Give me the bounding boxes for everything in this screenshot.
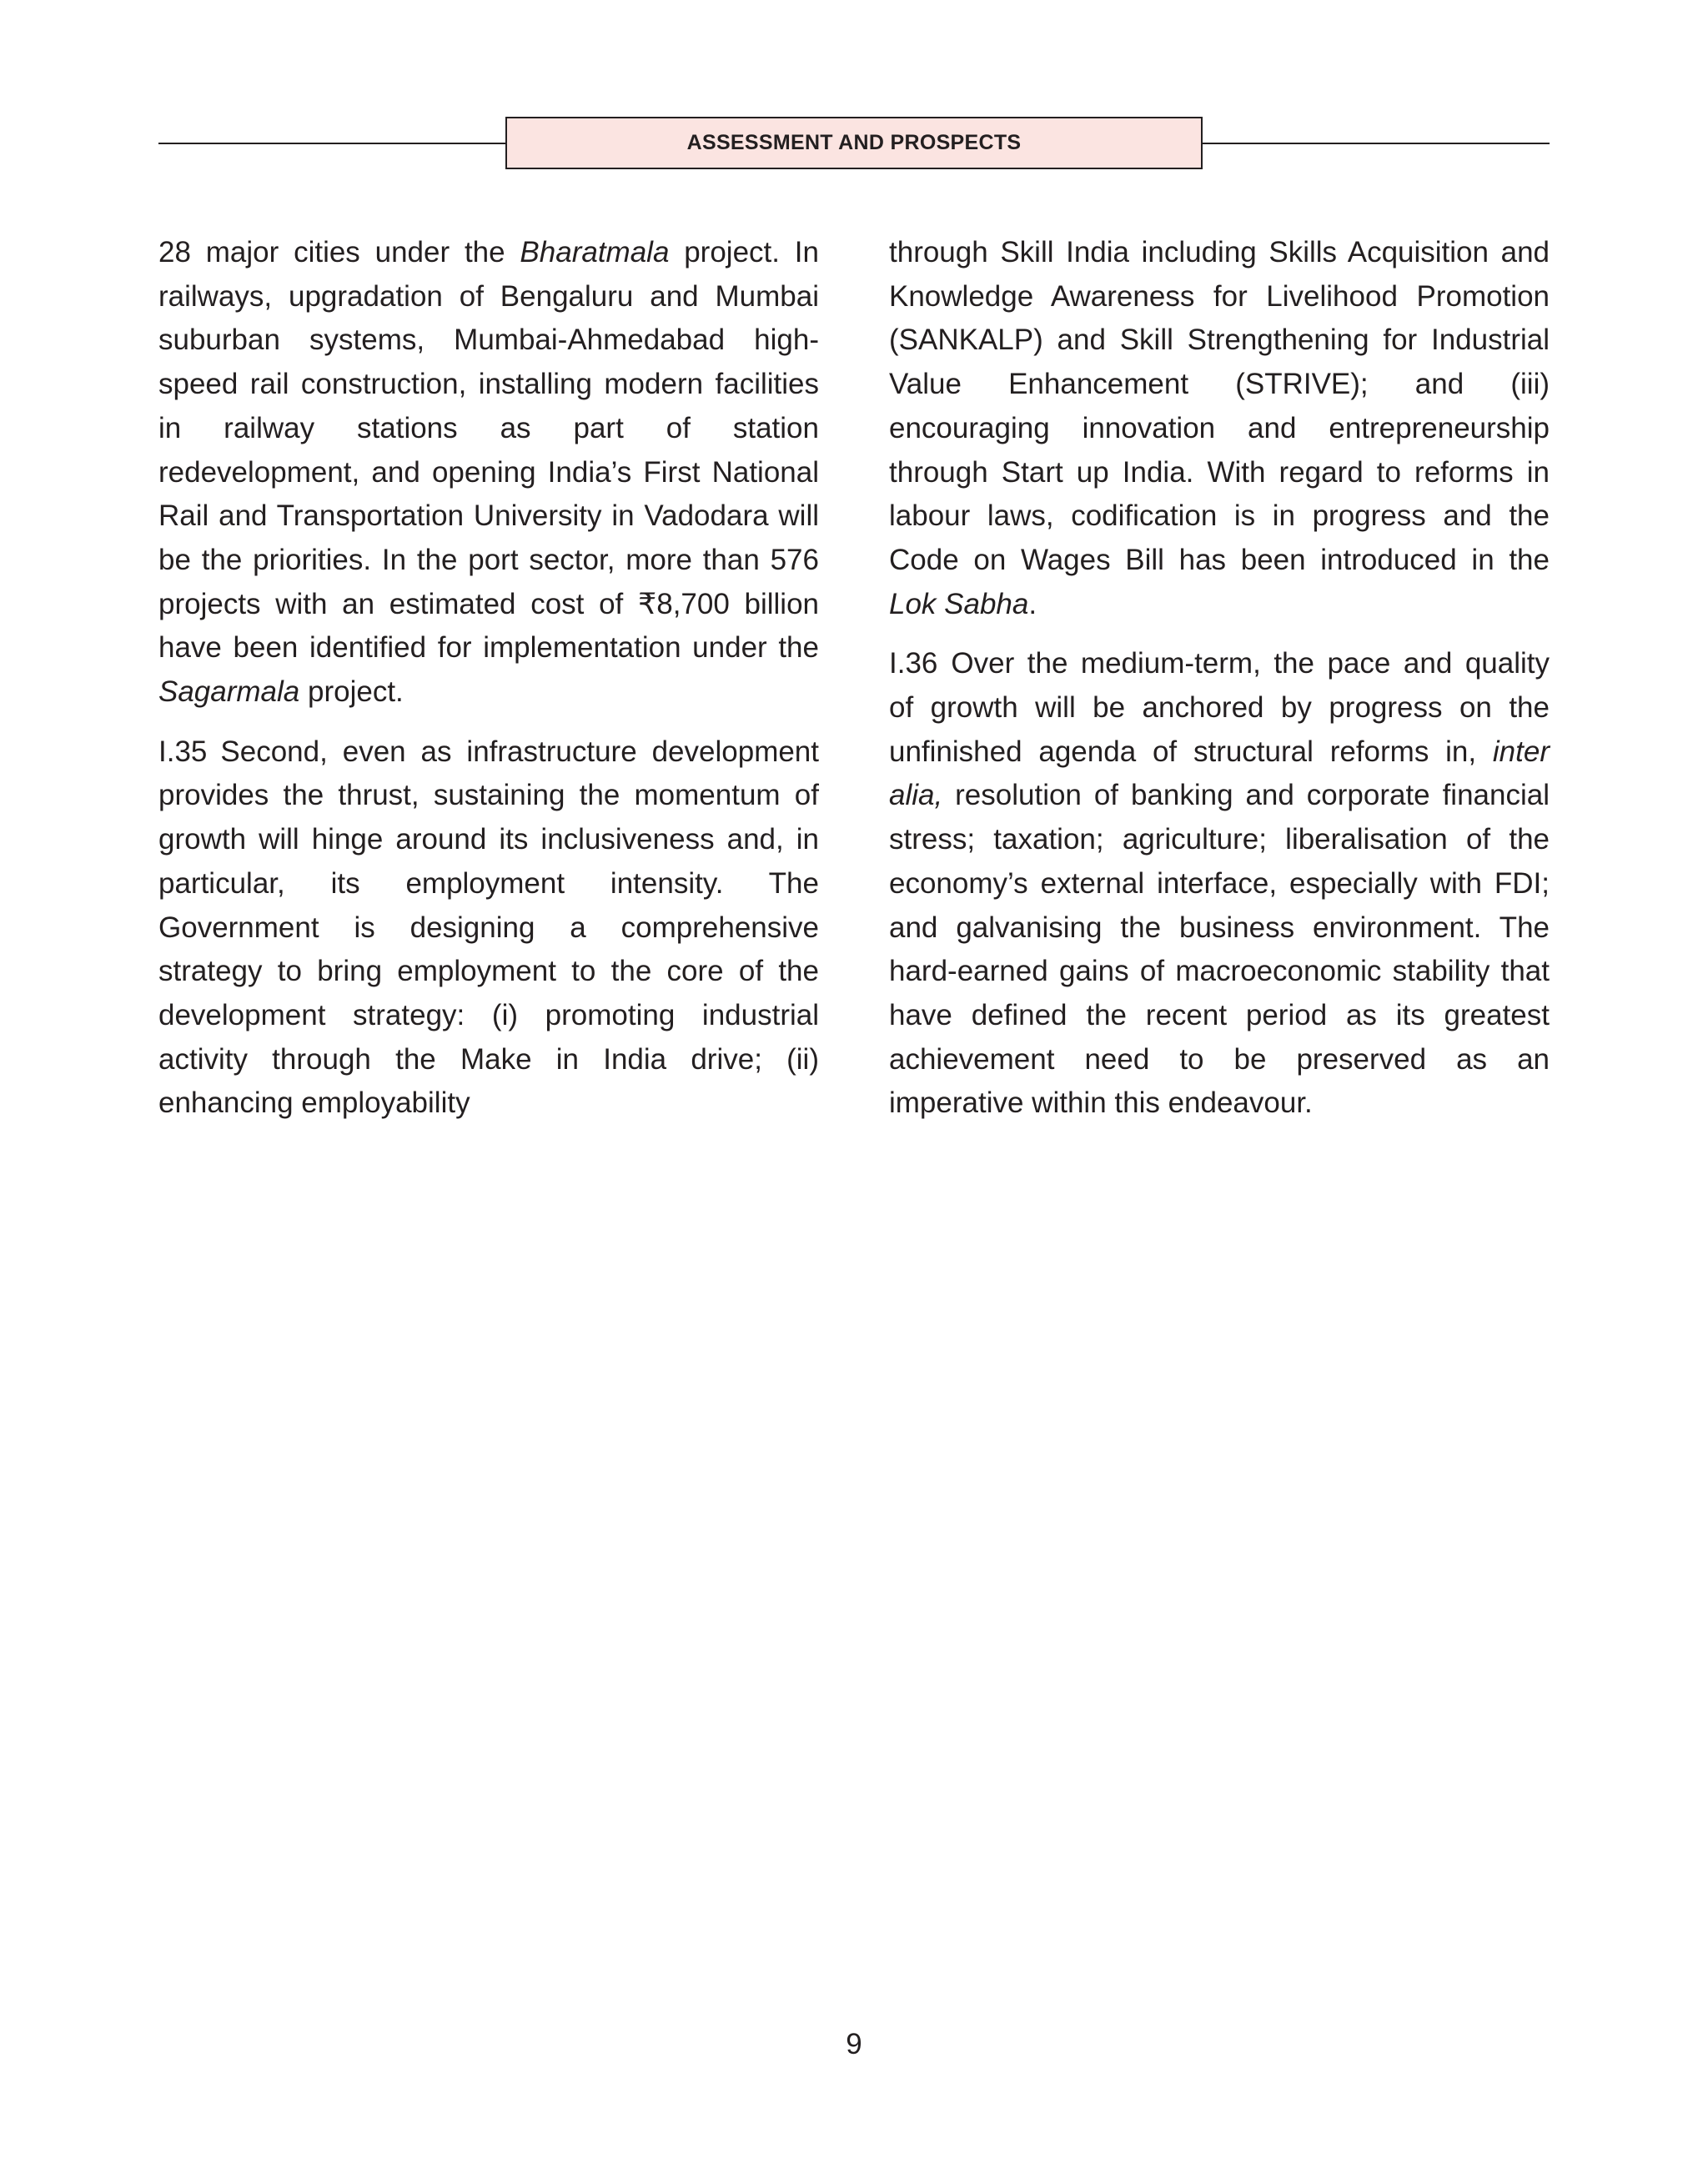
header-rule-right [1203, 143, 1550, 144]
paragraph-number: I.36 [889, 647, 938, 680]
left-column [158, 231, 819, 1142]
header-rule-left [158, 143, 505, 144]
paragraph-text: 28 major cities under the [158, 236, 520, 268]
paragraph-number: I.35 [158, 735, 208, 768]
running-header [505, 117, 1203, 169]
paragraph-italic-text: inter alia, [889, 735, 1550, 812]
paragraph-text: through Skill India including Skills Acquisition and Knowledge Awareness for Livelihood Promotion (SANKALP) and Skill Strengthening for Industrial Value Enhancement (STRIVE); and (iii) encouraging innovation and entrepreneurship through Start up India. With regard to reforms in labour laws, codification is in progress and the Code on Wages Bill has been introduced in the [889, 236, 1550, 576]
paragraph-text: resolution of banking and corporate financial stress; taxation; agriculture; liberalisation of the economy’s external interface, especially with FDI; and galvanising the business environment. The hard-earned gains of macroeconomic stability that have defined the recent period as its greatest achievement need to be preserved as an imperative within this endeavour. [889, 779, 1550, 1120]
paragraph-i36 [889, 642, 1550, 1126]
paragraph-i35 [158, 730, 819, 1126]
running-header-title: ASSESSMENT AND PROSPECTS [686, 131, 1022, 154]
paragraph-italic-text: Bharatmala [520, 236, 670, 268]
paragraph-text: . [1028, 587, 1037, 620]
paragraph-continuation [158, 231, 819, 715]
right-column [889, 231, 1550, 1142]
paragraph-text: Second, even as infrastructure development provides the thrust, sustaining the momentum of growth will hinge around its inclusiveness and, in particular, its employment intensity. The Government is designing a comprehensive strategy to bring employment to the core of the development strategy: (i) promoting industrial activity through the Make in India drive; (ii) enhancing employability [158, 735, 819, 1120]
page-number: 9 [846, 2028, 862, 2060]
paragraph-italic-text: Lok Sabha [889, 587, 1029, 620]
paragraph-text: project. [299, 675, 404, 709]
paragraph-text: project. In railways, upgradation of Bengaluru and Mumbai suburban systems, Mumbai-Ahmedabad high-speed rail construction, installing modern facilities in railway stations as part of station redevelopment, and opening India’s First National Rail and Transportation University in Vadodara will be the priorities. In the port sector, more than 576 projects with an estimated cost of ₹8,700 billion have been identified for implementation under the [158, 236, 819, 665]
paragraph-continuation [889, 231, 1550, 626]
paragraph-text: Over the medium-term, the pace and quality of growth will be anchored by progress on the unfinished agenda of structural reforms in, [889, 647, 1550, 768]
paragraph-italic-text: Sagarmala [158, 675, 300, 709]
